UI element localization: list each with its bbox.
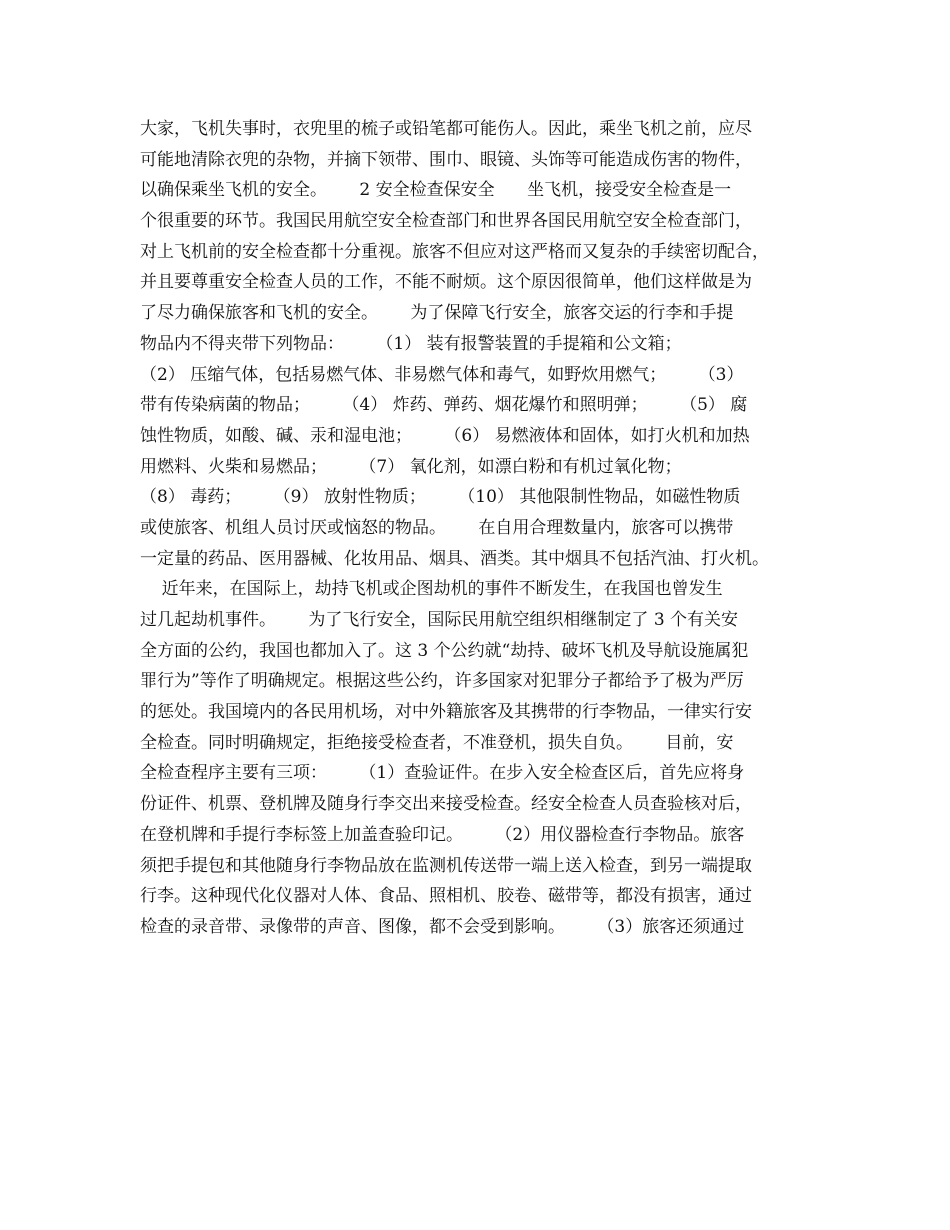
text-line-23: 份证件、机票、登机牌及随身行李交出来接受检查。经安全检查人员查验核对后， — [140, 794, 752, 815]
text-line-24: 在登机牌和手提行李标签上加盖查验印记。 （2）用仪器检查行李物品。旅客 — [140, 824, 745, 845]
text-line-22: 全检查程序主要有三项： （1）查验证件。在步入安全检查区后，首先应将身 — [140, 763, 745, 784]
text-line-10: 带有传染病菌的物品； （4） 炸药、弹药、烟花爆竹和照明弹； （5） 腐 — [140, 395, 748, 416]
text-line-5: 对上飞机前的安全检查都十分重视。旅客不但应对这严格而又复杂的手续密切配合， — [140, 241, 769, 262]
text-line-25: 须把手提包和其他随身行李物品放在监测机传送带一端上送入检查，到另一端提取 — [140, 855, 752, 876]
body-text — [140, 114, 815, 943]
text-line-11: 蚀性物质，如酸、碱、汞和湿电池； （6） 易燃液体和固体，如打火机和加热 — [140, 425, 750, 446]
text-line-1: 大家，飞机失事时，衣兜里的梳子或铅笔都可能伤人。因此，乘坐飞机之前，应尽 — [140, 119, 752, 139]
text-line-15: 一定量的药品、医用器械、化妆用品、烟具、酒类。其中烟具不包括汽油、打火机。 — [140, 548, 769, 569]
text-line-8: 物品内不得夹带下列物品： （1） 装有报警装置的手提箱和公文箱； — [140, 333, 682, 354]
text-line-27: 检查的录音带、录像带的声音、图像，都不会受到影响。 （3）旅客还须通过 — [140, 916, 745, 937]
text-line-21: 全检查。同时明确规定，拒绝接受检查者，不准登机，损失自负。 目前，安 — [140, 732, 734, 753]
text-line-2: 可能地清除衣兜的杂物，并摘下领带、围巾、眼镜、头饰等可能造成伤害的物件， — [140, 149, 752, 170]
text-line-4: 个很重要的环节。我国民用航空安全检查部门和世界各国民用航空安全检查部门， — [140, 211, 752, 232]
text-line-20: 的惩处。我国境内的各民用机场，对中外籍旅客及其携带的行李物品，一律实行安 — [140, 702, 752, 723]
text-line-3: 以确保乘坐飞机的安全。 2 安全检查保安全 坐飞机，接受安全检查是一 — [140, 180, 732, 201]
text-line-6: 并且要尊重安全检查人员的工作，不能不耐烦。这个原因很简单，他们这样做是为 — [140, 272, 752, 293]
text-line-19: 罪行为”等作了明确规定。根据这些公约，许多国家对犯罪分子都给予了极为严厉 — [140, 671, 744, 692]
text-line-16: 近年来，在国际上，劫持飞机或企图劫机的事件不断发生，在我国也曾发生 — [140, 579, 723, 600]
text-line-14: 或使旅客、机组人员讨厌或恼怒的物品。 在自用合理数量内，旅客可以携带 — [140, 517, 734, 538]
text-line-18: 全方面的公约，我国也都加入了。这 3 个公约就“劫持、破坏飞机及导航设施属犯 — [140, 640, 749, 661]
text-line-7: 了尽力确保旅客和飞机的安全。 为了保障飞行安全，旅客交运的行李和手提 — [140, 303, 734, 324]
text-line-17: 过几起劫机事件。 为了飞行安全，国际民用航空组织相继制定了 3 个有关安 — [140, 610, 739, 630]
text-line-9: （2） 压缩气体，包括易燃气体、非易燃气体和毒气，如野炊用燃气； （3） — [140, 364, 744, 385]
text-line-12: 用燃料、火柴和易燃品； （7） 氧化剂，如漂白粉和有机过氧化物； — [140, 456, 682, 477]
text-line-13: （8） 毒药； （9） 放射性物质； （10） 其他限制性物品，如磁性物质 — [140, 487, 741, 508]
text-line-26: 行李。这种现代化仪器对人体、食品、照相机、胶卷、磁带等，都没有损害，通过 — [140, 886, 752, 907]
